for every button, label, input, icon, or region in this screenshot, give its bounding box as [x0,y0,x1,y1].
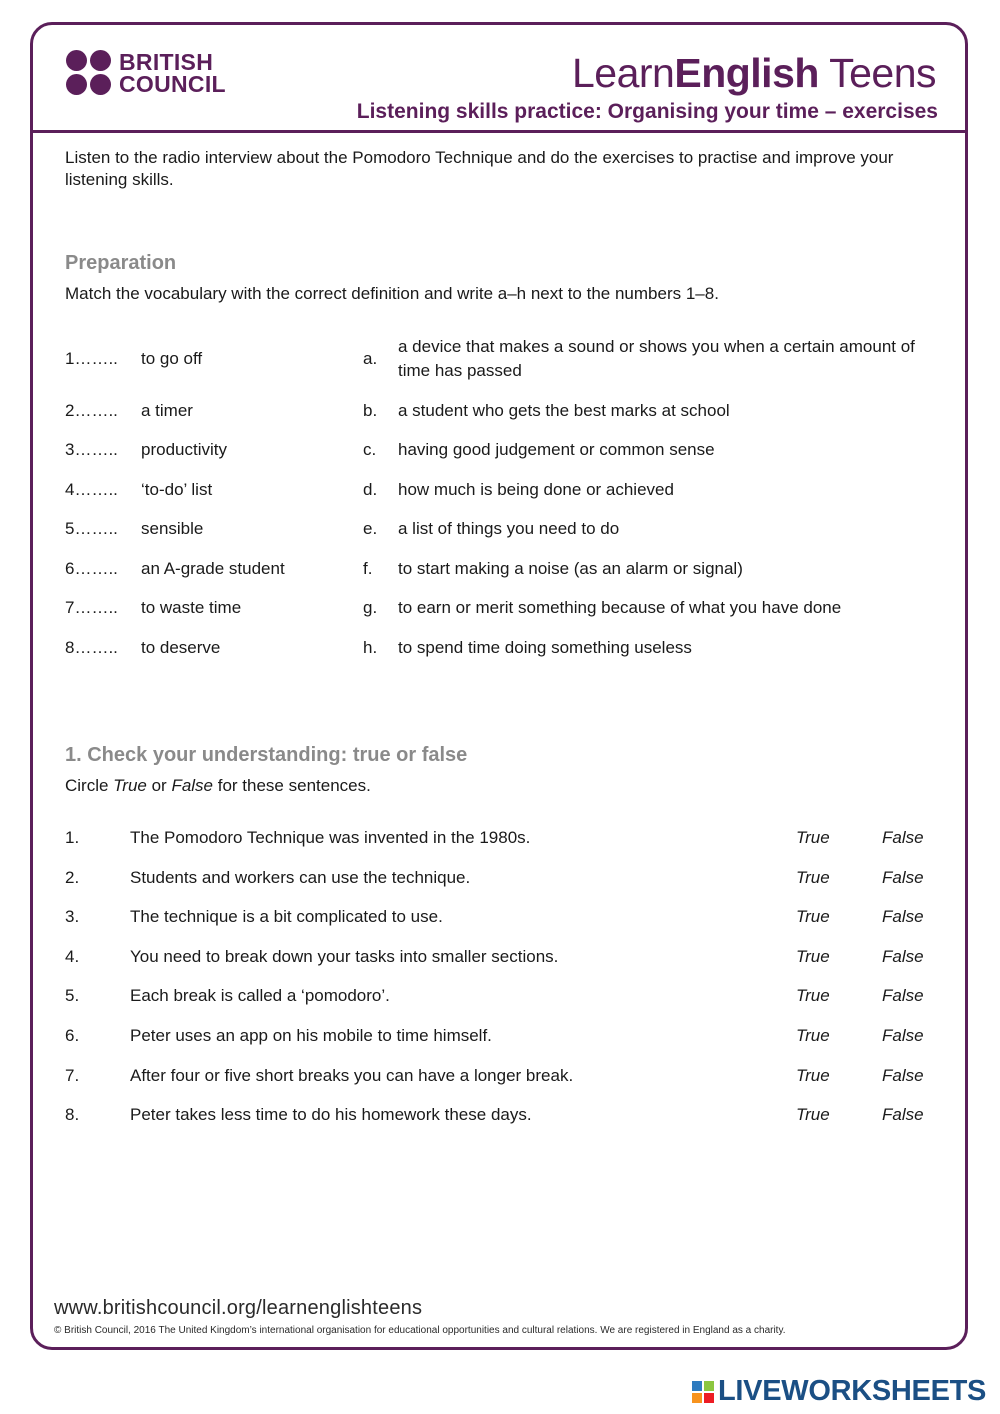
vocab-number-blank[interactable]: 3…….. [65,440,118,459]
tf-number: 2. [65,867,80,887]
vocab-row [65,470,945,510]
tf-row [65,907,945,937]
definition-letter: a. [363,349,378,368]
tf-row [65,947,945,977]
tf-statement: You need to break down your tasks into smaller sections. [130,946,559,966]
vocab-word: sensible [141,519,204,538]
definition-text: a list of things you need to do [398,519,620,538]
intro-text: Listen to the radio interview about the Pomodoro Technique and do the exercises to practise and improve your listening skills. [65,148,894,189]
tf-statement: Peter takes less time to do his homework these days. [130,1105,532,1125]
false-option[interactable]: False [882,986,924,1006]
vocab-word: ‘to-do’ list [141,480,213,499]
tf-number: 1. [65,828,80,847]
preparation-heading: Preparation [65,252,177,274]
tf-number: 3. [65,907,80,927]
true-option[interactable]: True [796,907,830,927]
tf-row [65,868,945,898]
vocab-word: productivity [141,440,227,459]
vocab-word: a timer [141,401,193,420]
tf-statement: Each break is called a ‘pomodoro’. [130,986,390,1006]
definition-letter: c. [363,440,377,459]
instr-suffix: for these sentences. [213,776,371,795]
true-option[interactable]: True [796,867,830,887]
liveworksheets-watermark [692,1375,986,1408]
vocab-row [65,588,945,628]
tf-number: 7. [65,1065,80,1085]
brand-prefix: Learn [571,50,675,96]
vocab-row [65,391,945,431]
header-divider [30,130,968,133]
instr-mid: or [146,776,172,795]
brand-suffix: Teens [818,50,936,96]
true-option[interactable]: True [796,1105,830,1125]
definition-letter: d. [363,480,378,499]
check-instruction [65,776,371,796]
definition-text: how much is being done or achieved [398,480,674,499]
false-option[interactable]: False [882,1065,924,1085]
false-option[interactable]: False [882,946,924,966]
page-border [30,22,968,1350]
true-option[interactable]: True [796,1026,830,1045]
true-option[interactable]: True [796,986,830,1006]
definition-letter: b. [363,401,378,420]
tf-statement: Students and workers can use the technique. [130,867,471,887]
vocab-number-blank[interactable]: 4…….. [65,480,118,499]
definition-text: a device that makes a sound or shows you when a certain amount of time has passed [398,337,915,380]
vocab-number-blank[interactable]: 2…….. [65,401,118,420]
tf-statement: The technique is a bit complicated to use. [130,907,443,927]
instr-false: False [171,776,214,795]
true-option[interactable]: True [796,1065,830,1085]
logo-line-1: BRITISH [119,48,214,75]
vocab-word: to deserve [141,638,221,657]
instr-true: True [113,776,147,795]
definition-text: to earn or merit something because of what you have done [398,598,842,617]
tf-statement: The Pomodoro Technique was invented in the 1980s. [130,828,531,847]
tf-statement: After four or five short breaks you can have a longer break. [130,1065,574,1085]
tf-row [65,1105,945,1135]
false-option[interactable]: False [882,828,924,847]
learnenglish-teens-brand [572,50,936,97]
check-heading: 1. Check your understanding: true or false [65,744,468,766]
vocab-number-blank[interactable]: 1…….. [65,349,118,368]
tf-row [65,1066,945,1096]
logo-line-2: COUNCIL [119,70,226,97]
tf-row [65,828,945,858]
definition-text: to start making a noise (as an alarm or signal) [398,559,743,578]
false-option[interactable]: False [882,907,924,927]
vocab-number-blank[interactable]: 7…….. [65,598,118,617]
vocab-word: an A-grade student [141,559,285,578]
instr-prefix: Circle [65,776,114,795]
false-option[interactable]: False [882,1105,924,1125]
definition-text: to spend time doing something useless [398,638,692,657]
tf-number: 6. [65,1026,80,1045]
preparation-instruction: Match the vocabulary with the correct definition and write a–h next to the numbers 1–8. [65,284,719,303]
tf-number: 5. [65,986,80,1006]
vocab-word: to waste time [141,598,242,617]
footer-url: www.britishcouncil.org/learnenglishteens [54,1297,423,1319]
definition-text: having good judgement or common sense [398,440,715,459]
tf-number: 4. [65,946,80,966]
page-title: Listening skills practice: Organising your time – exercises [356,100,938,123]
tf-number: 8. [65,1105,80,1125]
false-option[interactable]: False [882,867,924,887]
vocab-number-blank[interactable]: 5…….. [65,519,118,538]
definition-text: a student who gets the best marks at school [398,401,730,420]
vocab-number-blank[interactable]: 8…….. [65,638,118,657]
british-council-dots-icon [66,50,111,95]
vocab-row [65,549,945,589]
definition-letter: f. [363,559,373,578]
definition-letter: h. [363,638,378,657]
tf-statement: Peter uses an app on his mobile to time himself. [130,1026,492,1045]
true-option[interactable]: True [796,828,830,847]
watermark-text: LIVEWORKSHEETS [718,1375,987,1407]
vocab-row [65,339,945,379]
vocab-number-blank[interactable]: 6…….. [65,559,118,578]
tf-row [65,1026,945,1056]
definition-letter: g. [363,598,378,617]
brand-bold: English [674,50,819,96]
vocab-row [65,628,945,668]
vocab-row [65,509,945,549]
tf-row [65,986,945,1016]
vocab-word: to go off [141,349,203,368]
footer-copyright: © British Council, 2016 The United Kingdom’s international organisation for educational opportunities and cultural relations. We are registered in England as a charity. [54,1325,786,1336]
vocab-row [65,430,945,470]
british-council-logo [66,50,226,95]
false-option[interactable]: False [882,1026,924,1045]
definition-letter: e. [363,519,378,538]
true-option[interactable]: True [796,946,830,966]
liveworksheets-logo-icon [692,1381,714,1403]
